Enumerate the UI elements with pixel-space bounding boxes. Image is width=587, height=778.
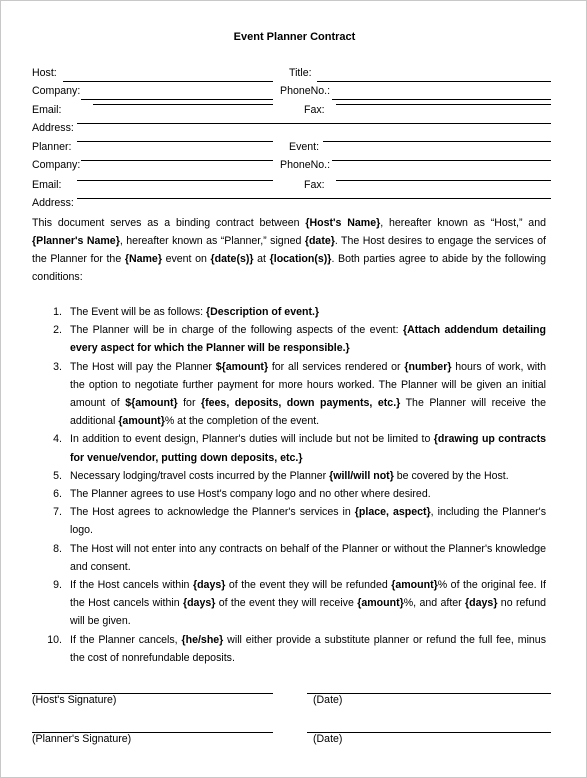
planner-phone-field-line (332, 160, 551, 161)
term-number: 5. (53, 469, 62, 482)
date-label-1: (Date) (313, 694, 343, 706)
term-item (32, 576, 546, 631)
term-number: 8. (53, 542, 62, 555)
body-text: will either provide a substitute planner or refund the full fee, minus the cost of nonrefundable deposits. (70, 633, 546, 664)
body-text: The Host will not enter into any contracts on behalf of the Planner or without the Planner's knowledge and consent. (70, 542, 546, 573)
terms-list (32, 303, 546, 667)
body-text: of the event they will receive (215, 597, 358, 610)
address-label: Address: (32, 122, 74, 134)
body-text: of the event they will be refunded (225, 579, 392, 592)
planner-label: Planner: (32, 141, 72, 153)
term-number: 2. (53, 324, 62, 337)
term-item (32, 321, 546, 357)
body-text: The Host agrees to acknowledge the Planner's services in (70, 506, 355, 519)
body-text: , hereafter known as “Host,” and (380, 217, 546, 229)
phone-field-line (332, 99, 551, 100)
company-field-line (81, 99, 273, 100)
term-item (32, 631, 546, 667)
term-number: 1. (53, 306, 62, 318)
placeholder-text: {Name} (124, 253, 162, 265)
placeholder-text: ${amount} (125, 397, 178, 410)
planner-email-label: Email: (32, 179, 62, 191)
placeholder-text: {Planner's Name} (32, 235, 120, 247)
placeholder-text: {amount} (118, 415, 165, 428)
placeholder-text: {date(s)} (210, 253, 254, 265)
email-field-line (93, 104, 273, 105)
body-text: , hereafter known as “Planner,” signed (119, 235, 305, 247)
document-title: Event Planner Contract (233, 31, 356, 43)
term-item (32, 303, 546, 321)
placeholder-text: {days} (465, 597, 498, 610)
body-text: at (253, 253, 270, 265)
host-signature-label: (Host's Signature) (32, 694, 117, 706)
placeholder-text: {Host's Name} (305, 217, 381, 229)
planner-field-line (77, 141, 273, 142)
placeholder-text: {place, aspect} (354, 506, 431, 519)
placeholder-text: {fees, deposits, down payments, etc.} (201, 397, 401, 410)
body-text: Necessary lodging/travel costs incurred by the Planner (70, 469, 330, 482)
body-text: % at the completion of the event. (164, 415, 320, 428)
body-text: The Planner agrees to use Host's company logo and no other where desired. (70, 488, 431, 501)
body-text: for all services rendered or (268, 360, 405, 373)
title-field-line (317, 81, 551, 82)
body-text: no refund will be given. (70, 597, 546, 628)
term-number: 4. (53, 433, 62, 446)
fax-label: Fax: (304, 104, 325, 116)
term-number: 6. (53, 488, 62, 501)
placeholder-text: {drawing up contracts for venue/vendor, putting down deposits, etc.} (70, 433, 546, 464)
body-text: be covered by the Host. (393, 469, 509, 482)
phone-label: PhoneNo.: (280, 85, 331, 97)
term-item (32, 430, 546, 466)
planner-phone-label: PhoneNo.: (280, 159, 331, 171)
body-text: If the Planner cancels, (70, 633, 182, 646)
planner-fax-field-line (336, 180, 551, 181)
planner-address-label: Address: (32, 197, 74, 209)
body-text: %, and after (403, 597, 466, 610)
host-label: Host: (32, 67, 57, 79)
event-label: Event: (289, 141, 320, 153)
date-line-2 (307, 732, 551, 733)
term-item (32, 485, 546, 503)
term-number: 9. (53, 579, 62, 592)
company-label: Company: (32, 85, 81, 97)
placeholder-text: {Description of event.} (206, 306, 320, 318)
term-item (32, 540, 546, 576)
planner-signature-label: (Planner's Signature) (32, 733, 132, 745)
date-label-2: (Date) (313, 733, 343, 745)
body-text: In addition to event design, Planner's duties will include but not be limited to (70, 433, 434, 446)
placeholder-text: {days} (182, 597, 216, 610)
body-text: . Both parties agree to abide by the following conditions: (32, 253, 546, 283)
event-field-line (323, 141, 551, 142)
body-text: for (177, 397, 201, 410)
planner-email-field-line (77, 180, 273, 181)
term-item (32, 503, 546, 539)
planner-address-field-line (77, 198, 551, 199)
body-text: . The Host desires to engage the services of the Planner for the (32, 235, 546, 265)
planner-company-label: Company: (32, 159, 81, 171)
term-number: 7. (53, 506, 62, 519)
term-item (32, 358, 546, 431)
intro-text (32, 214, 546, 286)
planner-company-field-line (81, 160, 273, 161)
date-line-1 (307, 693, 551, 694)
placeholder-text: {amount} (357, 597, 404, 610)
title-label: Title: (289, 67, 312, 79)
email-label: Email: (32, 104, 62, 116)
placeholder-text: {will/will not} (329, 469, 394, 482)
term-item (32, 467, 546, 485)
placeholder-text: {Attach addendum detailing every aspect for which the Planner will be responsible.} (70, 324, 546, 355)
host-field-line (63, 81, 273, 82)
placeholder-text: {days} (192, 579, 226, 592)
placeholder-text: {amount} (391, 579, 438, 592)
body-text: % of the original fee. If the Host cancels within (70, 579, 546, 610)
placeholder-text: {date} (304, 235, 335, 247)
body-text: The Planner will be in charge of the following aspects of the event: (70, 324, 403, 337)
body-text: The Planner will receive the additional (70, 397, 547, 428)
placeholder-text: ${amount} (215, 360, 269, 373)
placeholder-text: {he/she} (181, 633, 224, 646)
body-text: hours of work, with the option to negotiate further payment for more hours worked. The Planner will be given an initial amount of (70, 360, 546, 410)
planner-fax-label: Fax: (304, 179, 325, 191)
intro-paragraph (32, 214, 546, 286)
body-text: This document serves as a binding contract between (32, 217, 306, 229)
body-text: The Event will be as follows: (70, 306, 207, 318)
body-text: , including the Planner's logo. (70, 506, 546, 537)
placeholder-text: {location(s)} (269, 253, 332, 265)
term-number: 10. (47, 633, 62, 646)
term-number: 3. (53, 360, 62, 373)
placeholder-text: {number} (404, 360, 452, 373)
address-field-line (77, 123, 551, 124)
body-text: event on (161, 253, 211, 265)
body-text: If the Host cancels within (70, 579, 193, 592)
body-text: The Host will pay the Planner (70, 360, 216, 373)
fax-field-line (336, 104, 551, 105)
